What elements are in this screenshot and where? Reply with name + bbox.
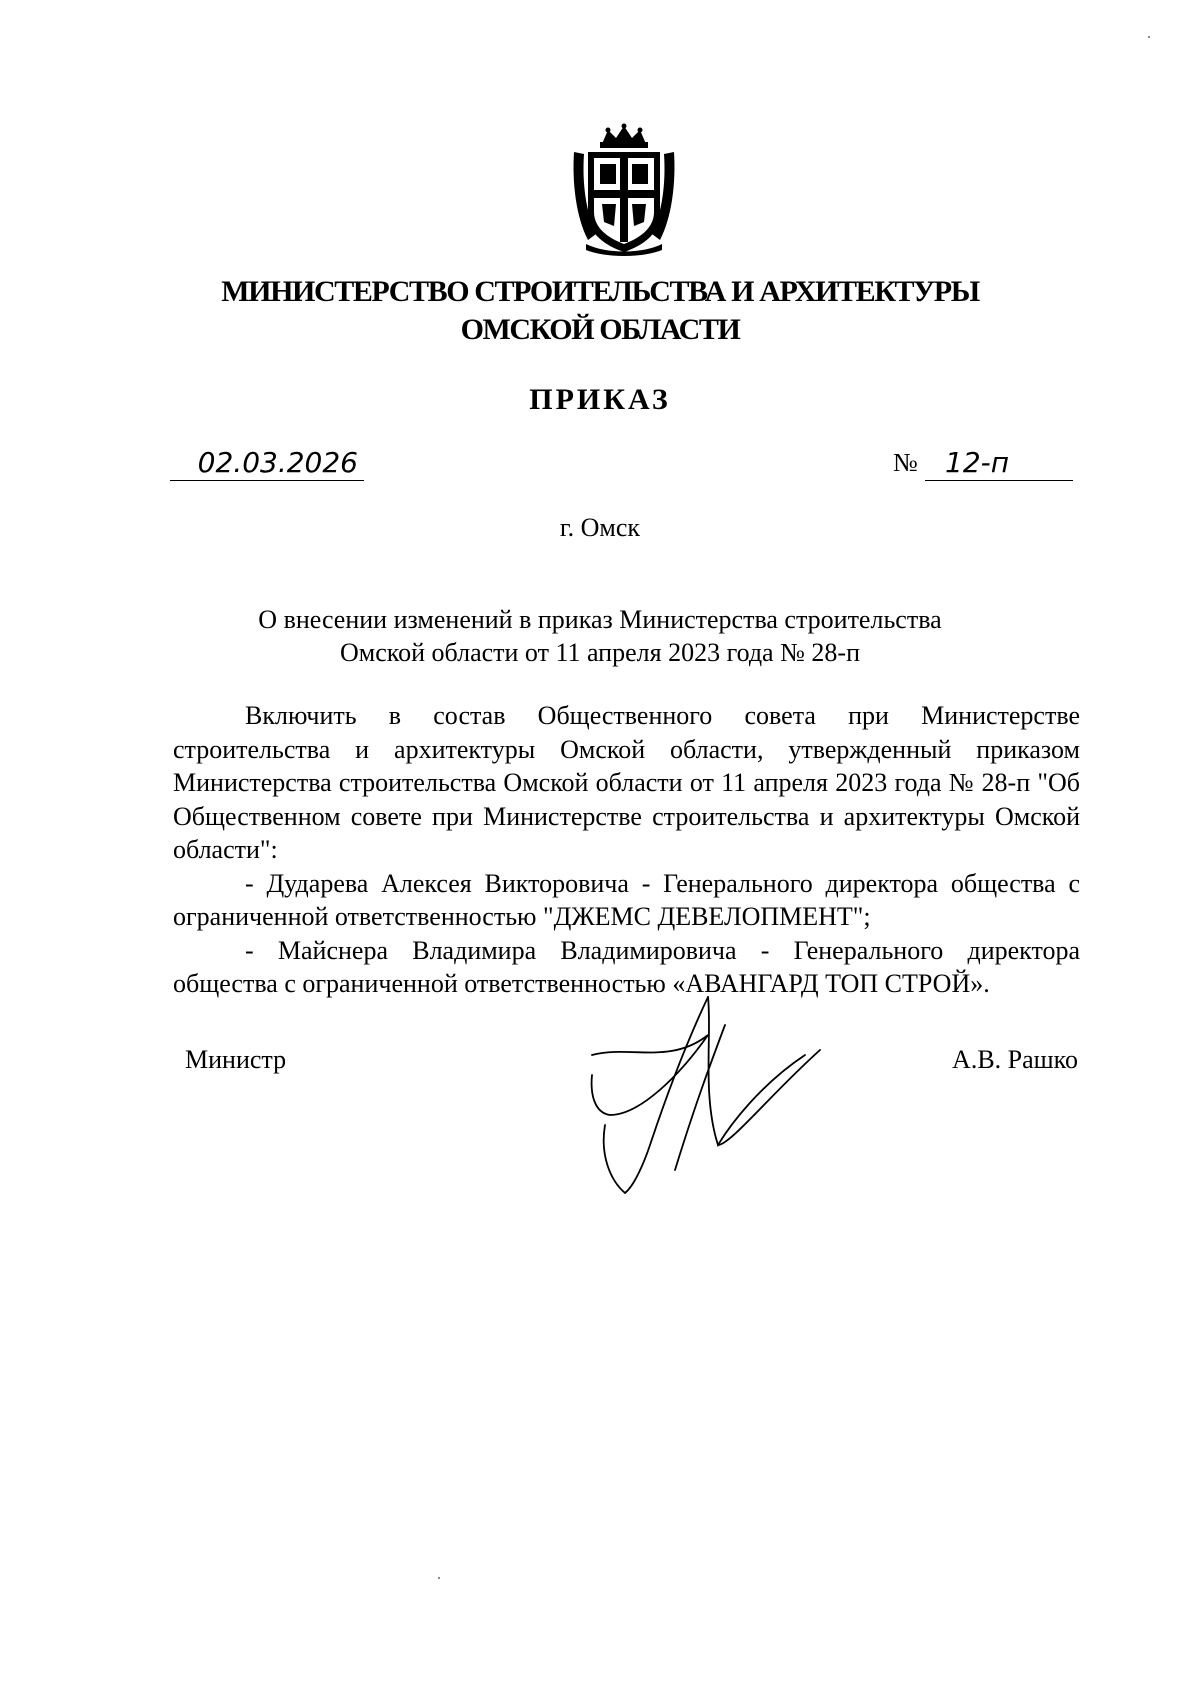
- ministry-name-line-1: МИНИСТЕРСТВО СТРОИТЕЛЬСТВА И АРХИТЕКТУРЫ: [221, 275, 979, 308]
- order-date: 02.03.2026: [170, 446, 364, 481]
- handwritten-signature-icon: [590, 995, 850, 1205]
- signatory-title: Министр: [185, 1045, 287, 1074]
- document-type-title: ПРИКАЗ: [529, 383, 671, 416]
- subject-line-2: Омской области от 11 апреля 2023 года № 28-п: [340, 638, 860, 667]
- scan-speck: [1148, 36, 1150, 38]
- city: г. Омск: [559, 513, 641, 542]
- signatory-name: А.В. Рашко: [952, 1045, 1078, 1074]
- coat-of-arms-icon: [570, 122, 678, 256]
- scan-speck: [438, 1577, 440, 1579]
- order-body: [173, 699, 1080, 1001]
- member-item-2: - Майснера Владимира Владимировича - Генерального директора общества с ограниченной ответственностью «АВАНГАРД ТОП СТРОЙ».: [173, 935, 1080, 998]
- body-intro: Включить в состав Общественного совета при Министерстве строительства и архитектуры Омской области, утвержденный приказом Министерства строительства Омской области от 11 апреля 2023 года № 28-п "Об Общественном совете при Министерстве строительства и архитектуры Омской области":: [173, 701, 1080, 864]
- member-item-1: - Дударева Алексея Викторовича - Генерального директора общества с ограниченной ответственностью "ДЖЕМС ДЕВЕЛОПМЕНТ";: [173, 868, 1080, 931]
- subject-line-1: О внесении изменений в приказ Министерства строительства: [258, 605, 942, 634]
- order-number: 12-п: [925, 446, 1073, 481]
- number-sign: №: [893, 448, 918, 477]
- ministry-name-line-2: ОМСКОЙ ОБЛАСТИ: [460, 313, 740, 346]
